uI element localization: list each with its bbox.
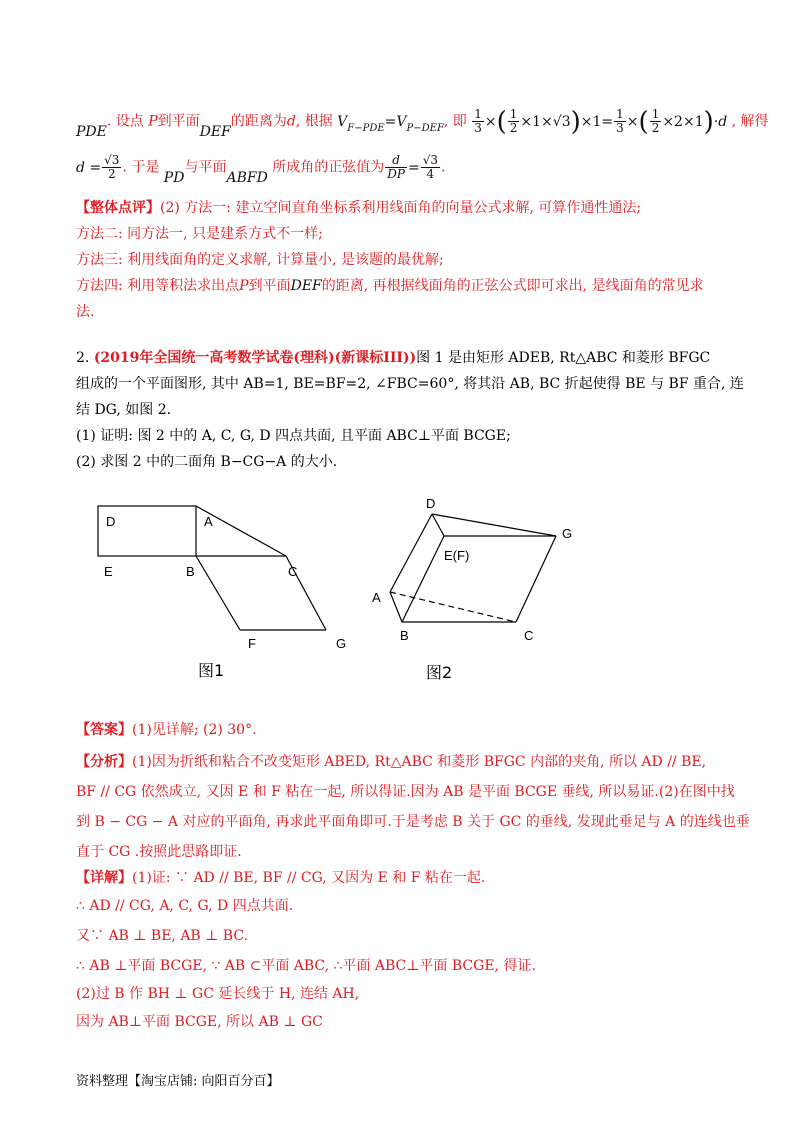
review-line-1: 【整体点评】(2) 方法一: 建立空间直角坐标系利用线面角的向量公式求解, 可算作通性通法; [76, 200, 642, 216]
fig1-label-G: G [336, 636, 347, 651]
sine-result: $\frac{d}{DP}$ = $\frac{√3}{4}$ [387, 153, 438, 181]
problem-line-2: 组成的一个平面图形, 其中 AB=1, BE=BF=2, ∠FBC=60°, 将其沿 AB, BC 折起使得 BE 与 BF 重合, 连 [76, 376, 744, 392]
detail-line-2: ∴ AD // CG, A, C, G, D 四点共面. [76, 898, 294, 914]
prev-line-2: d = $\frac{√3}{2}$ . 于是 PD与平面ABFD 所成角的正弦值为 $\frac{d}{DP}$ = $\frac{√3}{4}$ . [76, 153, 446, 186]
fig1-label-B: B [186, 564, 195, 579]
detail-line-6: 因为 AB⊥平面 BCGE, 所以 AB ⊥ GC [76, 1014, 323, 1030]
fig1-label-E: E [104, 564, 113, 579]
plane-DEF: DEF [199, 123, 231, 140]
d-result: d = $\frac{√3}{2}$ [76, 153, 120, 181]
review-line-4: 方法四: 利用等积法求出点P到平面DEF的距离, 再根据线面角的正弦公式即可求出, 是线面角的常见求 [76, 278, 704, 294]
fig2-label-D: D [426, 496, 436, 511]
fig1-label-C: C [288, 564, 298, 579]
page-footer: 资料整理【淘宝店铺: 向阳百分百】 [76, 1074, 280, 1089]
review-line-3: 方法三: 利用线面角的定义求解, 计算量小, 是该题的最优解; [76, 252, 444, 268]
question-1: (1) 证明: 图 2 中的 A, C, G, D 四点共面, 且平面 ABC⊥平面 BCGE; [76, 428, 511, 444]
volume-formula: $\frac{1}{3}$ ×( $\frac{1}{2}$ ×1×√3)×1= $\frac{1}{3}$ ×( $\frac{1}{2}$ ×2×1)·d [474, 106, 728, 137]
figure-2 [360, 490, 600, 690]
detail-line-1: 【详解】(1)证: ∵ AD // BE, BF // CG, 又因为 E 和 F 粘在一起. [76, 870, 486, 886]
fig1-label-A: A [204, 514, 213, 529]
review-line-2: 方法二: 同方法一, 只是建系方式不一样; [76, 226, 323, 242]
analysis-label: 【分析】 [76, 754, 132, 770]
question-2: (2) 求图 2 中的二面角 B−CG−A 的大小. [76, 454, 338, 470]
answer-line: 【答案】(1)见详解; (2) 30°. [76, 722, 257, 738]
problem-number: 2. [76, 350, 90, 366]
problem-line-3: 结 DG, 如图 2. [76, 402, 172, 418]
problem-text-1: 图 1 是由矩形 ADEB, Rt△ABC 和菱形 BFGC [416, 350, 711, 366]
fig2-label-B: B [400, 628, 409, 643]
review-line-5: 法. [76, 304, 95, 320]
plane-PDE: PDE [76, 123, 107, 140]
detail-line-5: (2)过 B 作 BH ⊥ GC 延长线于 H, 连结 AH, [76, 986, 360, 1002]
fig2-label-C: C [524, 628, 534, 643]
fig2-label-EF: E(F) [444, 548, 470, 563]
problem-line-1 [76, 348, 710, 368]
fig2-label-G: G [562, 526, 573, 541]
review-label: 【整体点评】 [76, 200, 160, 216]
volume-equation: $V_{F-PDE}=V_{P-DEF}$ [337, 113, 444, 134]
fig2-label-A: A [372, 590, 381, 605]
figure-1 [90, 496, 360, 696]
analysis-line-4: 直于 CG .按照此思路即证. [76, 844, 242, 860]
answer-label: 【答案】 [76, 722, 132, 738]
prev-line-1: PDE. 设点 P到平面DEF的距离为d, 根据 $V_{F-PDE}=V_{P-DEF}$, 即 $\frac{1}{3}$ ×( $\frac{1}{2}$ ×1×√3)×1= $\frac{1}{3}$ ×( $\frac{1}{2}$ ×2×1)·d , 解得 [76, 106, 769, 140]
detail-line-3: 又∵ AB ⊥ BE, AB ⊥ BC. [76, 928, 248, 944]
detail-label: 【详解】 [76, 870, 132, 886]
analysis-line-1: 【分析】(1)因为折纸和粘合不改变矩形 ABED, Rt△ABC 和菱形 BFGC 内部的夹角, 所以 AD // BE, [76, 754, 707, 770]
analysis-line-3: 到 B − CG − A 对应的平面角, 再求此平面角即可.于是考虑 B 关于 GC 的垂线, 发现此垂足与 A 的连线也垂 [76, 814, 750, 830]
analysis-line-2: BF // CG 依然成立, 又因 E 和 F 粘在一起, 所以得证.因为 AB 是平面 BCGE 垂线, 所以易证.(2)在图中找 [76, 784, 735, 800]
detail-line-4: ∴ AB ⊥平面 BCGE, ∵ AB ⊂平面 ABC, ∴平面 ABC⊥平面 BCGE, 得证. [76, 958, 536, 974]
fig1-label-F: F [248, 636, 256, 651]
fig2-caption: 图2 [426, 663, 453, 682]
problem-source: (2019年全国统一高考数学试卷(理科)(新课标III)) [93, 350, 417, 366]
fig1-label-D: D [106, 514, 116, 529]
fig1-caption: 图1 [198, 661, 225, 680]
